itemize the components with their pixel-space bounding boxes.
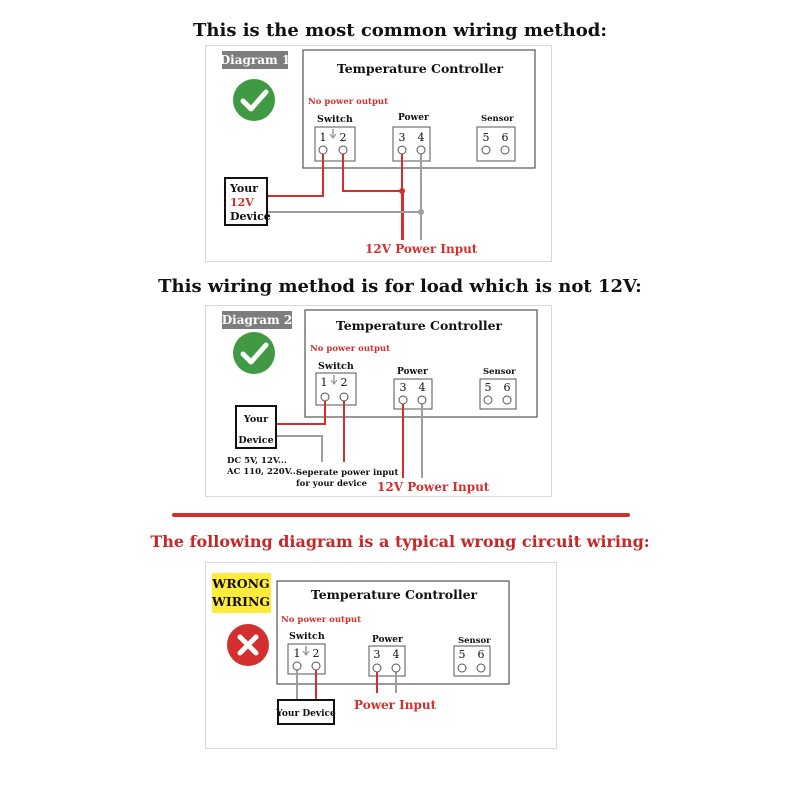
terminal-2: 2 (339, 131, 347, 144)
terminal-5: 5 (482, 131, 490, 144)
terminal-6: 6 (477, 648, 485, 661)
wrong-label-line-1: WRONG (212, 576, 270, 591)
device-line-2: 12V (230, 196, 254, 209)
device-line-3: Device (230, 210, 271, 223)
check-icon (233, 332, 275, 374)
heading-not12v: This wiring method is for load which is not 12V: (158, 276, 642, 297)
terminal-4: 4 (392, 648, 400, 661)
no-power-label: No power output (308, 97, 388, 107)
diagram-3 (211, 573, 509, 724)
heading-common: This is the most common wiring method: (193, 20, 607, 41)
terminal-2: 2 (340, 376, 348, 389)
voltage-line-2: AC 110, 220V... (227, 467, 299, 477)
terminal-1: 1 (293, 647, 301, 660)
terminal-1: 1 (319, 131, 327, 144)
terminal-6: 6 (501, 131, 509, 144)
controller-title: Temperature Controller (310, 587, 478, 602)
terminal-4: 4 (418, 381, 426, 394)
power-input-label: 12V Power Input (365, 242, 478, 256)
sensor-label: Sensor (458, 636, 491, 646)
power-input-label: Power Input (354, 698, 437, 712)
junction-gray (418, 209, 424, 215)
sensor-label: Sensor (481, 114, 514, 124)
controller-title: Temperature Controller (336, 61, 504, 76)
separate-line-1: Seperate power input (296, 468, 399, 478)
diagram-1-label: Diagram 1 (219, 53, 291, 67)
diagram-2-label: Diagram 2 (221, 313, 293, 327)
terminal-6: 6 (503, 381, 511, 394)
terminal-3: 3 (399, 381, 407, 394)
device-line-2: Device (238, 435, 274, 446)
junction-red (399, 188, 405, 194)
device-line-1: Your (243, 414, 269, 425)
heading-wrong: The following diagram is a typical wrong circuit wiring: (150, 532, 650, 551)
switch-label: Switch (317, 114, 353, 125)
terminal-2: 2 (312, 647, 320, 660)
device-line-1: Your (230, 182, 259, 195)
switch-label: Switch (289, 631, 325, 642)
no-power-label: No power output (310, 344, 390, 354)
power-label: Power (397, 367, 428, 377)
power-input-label: 12V Power Input (377, 480, 490, 494)
wrong-label-line-2: WIRING (211, 594, 271, 609)
terminal-3: 3 (373, 648, 381, 661)
switch-label: Switch (318, 361, 354, 372)
terminal-5: 5 (458, 648, 466, 661)
no-power-label: No power output (281, 615, 361, 625)
power-label: Power (398, 113, 429, 123)
terminal-4: 4 (417, 131, 425, 144)
terminal-3: 3 (398, 131, 406, 144)
diagram-2 (222, 310, 537, 494)
terminal-1: 1 (320, 376, 328, 389)
device-label: Your Device (276, 709, 336, 719)
sensor-label: Sensor (483, 367, 516, 377)
diagram-1 (220, 50, 535, 256)
cross-icon (227, 624, 269, 666)
separate-line-2: for your device (296, 479, 368, 489)
check-icon (233, 79, 275, 121)
voltage-line-1: DC 5V, 12V... (227, 456, 287, 466)
power-label: Power (372, 635, 403, 645)
terminal-5: 5 (484, 381, 492, 394)
controller-title: Temperature Controller (335, 318, 503, 333)
